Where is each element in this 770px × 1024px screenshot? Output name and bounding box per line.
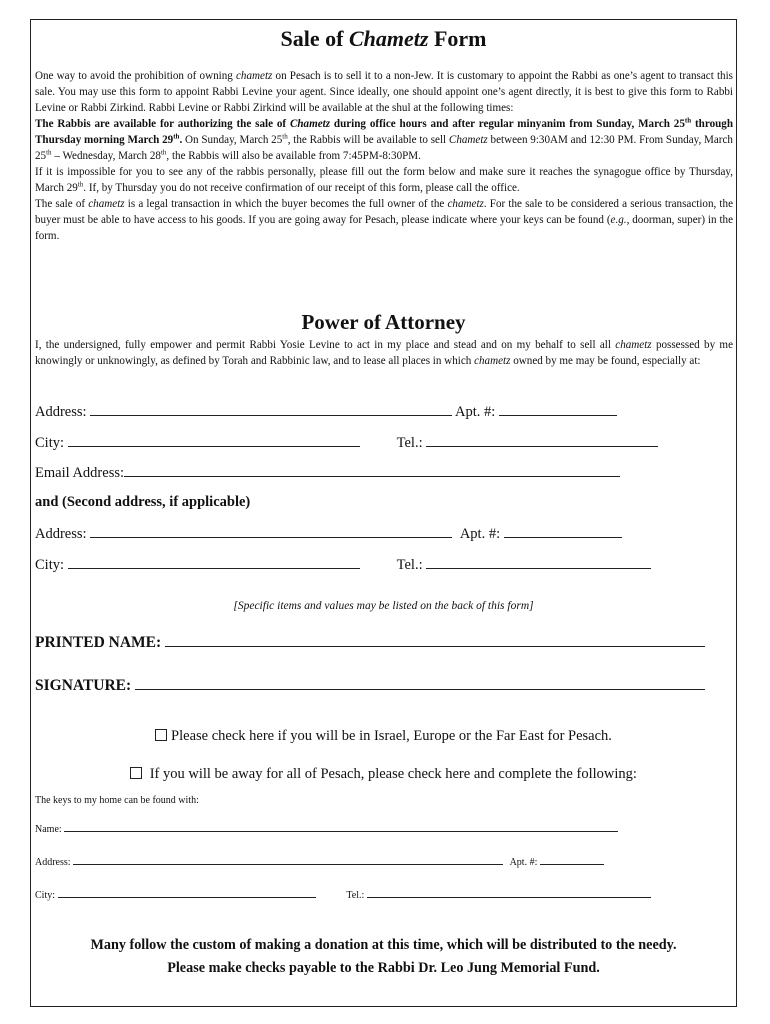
email-label: Email Address:	[35, 465, 125, 481]
address-field[interactable]	[90, 401, 452, 416]
email-field[interactable]	[124, 462, 620, 477]
second-tel-field[interactable]	[426, 554, 651, 569]
email-row	[35, 462, 620, 482]
tel-field[interactable]	[426, 432, 658, 447]
intro-paragraph-2: The Rabbis are available for authorizing the sale of Chametz during office hours and after regular minyanim from Sunday, March 25th through Thursday morning March 29th. On Sunday, March 25th, the Rabbis will be available to sell Chametz between 9:30AM and 12:30 PM. From Sunday, March 25th – Wednesday, March 28th, the Rabbis will also be available from 7:45PM-8:30PM.	[35, 116, 734, 162]
printed-name-row	[35, 631, 705, 652]
keys-address-field[interactable]	[73, 854, 503, 865]
keys-city-row	[35, 887, 651, 901]
city-row-2	[35, 554, 651, 574]
donation-line-1: Many follow the custom of making a donation at this time, which will be distributed to the needy.	[90, 937, 677, 953]
keys-name-row	[35, 821, 618, 835]
city-label: City:	[35, 557, 65, 573]
away-checkbox[interactable]	[130, 767, 142, 779]
keys-tel-label: Tel.:	[346, 890, 365, 901]
back-of-form-note: [Specific items and values may be listed on the back of this form]	[233, 600, 534, 612]
keys-address-row	[35, 854, 604, 868]
tel-label: Tel.:	[396, 435, 423, 451]
city-label: City:	[35, 435, 65, 451]
intro-text	[35, 68, 733, 244]
intro-paragraph-4: The sale of chametz is a legal transaction in which the buyer becomes the full owner of the chametz. For the sale to be considered a serious transaction, the buyer must be able to have access to his goods. If you are going away for Pesach, please indicate where your keys can be found (e.g., doorman, super) in the form.	[35, 198, 733, 242]
city-field[interactable]	[68, 432, 360, 447]
intro-paragraph-3: If it is impossible for you to see any of the rabbis personally, please fill out the form below and make sure it reaches the synagogue office by Thursday, March 29th. If, by Thursday you do not receive confirmation of our receipt of this form, please call the office.	[35, 166, 733, 194]
check-row-away	[31, 766, 736, 783]
check-row-travel	[31, 728, 736, 745]
keys-address-label: Address:	[35, 857, 71, 868]
apt-label: Apt. #:	[455, 404, 496, 420]
address-row-2	[35, 523, 622, 543]
travel-checkbox-label: Please check here if you will be in Israel, Europe or the Far East for Pesach.	[171, 728, 612, 744]
second-address-field[interactable]	[90, 523, 452, 538]
second-apt-field[interactable]	[504, 523, 622, 538]
signature-field[interactable]	[135, 674, 705, 690]
keys-city-field[interactable]	[58, 887, 316, 898]
tel-label: Tel.:	[396, 557, 423, 573]
page-title: Sale of Chametz Form	[280, 26, 487, 51]
keys-intro: The keys to my home can be found with:	[35, 795, 199, 806]
keys-city-label: City:	[35, 890, 56, 901]
signature-row	[35, 674, 705, 695]
city-row-1	[35, 432, 658, 452]
address-label: Address:	[35, 404, 87, 420]
donation-line-2: Please make checks payable to the Rabbi Dr. Leo Jung Memorial Fund.	[167, 960, 600, 976]
power-of-attorney-title: Power of Attorney	[301, 310, 466, 334]
keys-name-label: Name:	[35, 824, 62, 835]
address-label: Address:	[35, 526, 87, 542]
address-row-1	[35, 401, 617, 421]
apt-field[interactable]	[499, 401, 617, 416]
keys-apt-label: Apt. #:	[509, 857, 538, 868]
apt-label: Apt. #:	[459, 526, 501, 542]
printed-name-field[interactable]	[165, 631, 705, 647]
second-address-heading: and (Second address, if applicable)	[35, 494, 251, 510]
printed-name-label: PRINTED NAME:	[35, 634, 162, 651]
intro-paragraph-1: One way to avoid the prohibition of owning chametz on Pesach is to sell it to a non-Jew. It is customary to appoint the Rabbi as one’s agent to transact this sale. You may use this form to appoint Rabbi Levine your agent. Since ideally, one should appoint one’s agent directly, it is best to give this form to Rabbi Levine or Rabbi Zirkind. Rabbi Levine or Rabbi Zirkind will be available at the shul at the following times:	[35, 70, 733, 114]
keys-apt-field[interactable]	[540, 854, 604, 865]
form-frame	[30, 19, 737, 1007]
away-checkbox-label: If you will be away for all of Pesach, please check here and complete the following:	[149, 766, 637, 782]
keys-name-field[interactable]	[64, 821, 618, 832]
travel-checkbox[interactable]	[155, 729, 167, 741]
signature-label: SIGNATURE:	[35, 677, 132, 694]
second-city-field[interactable]	[68, 554, 360, 569]
keys-tel-field[interactable]	[367, 887, 651, 898]
power-of-attorney-text: I, the undersigned, fully empower and permit Rabbi Yosie Levine to act in my place and stead and on my behalf to sell all chametz possessed by me knowingly or unknowingly, as defined by Torah and Rabbinic law, and to lease all places in which chametz owned by me may be found, especially at:	[35, 339, 733, 367]
donation-footer	[31, 934, 736, 980]
